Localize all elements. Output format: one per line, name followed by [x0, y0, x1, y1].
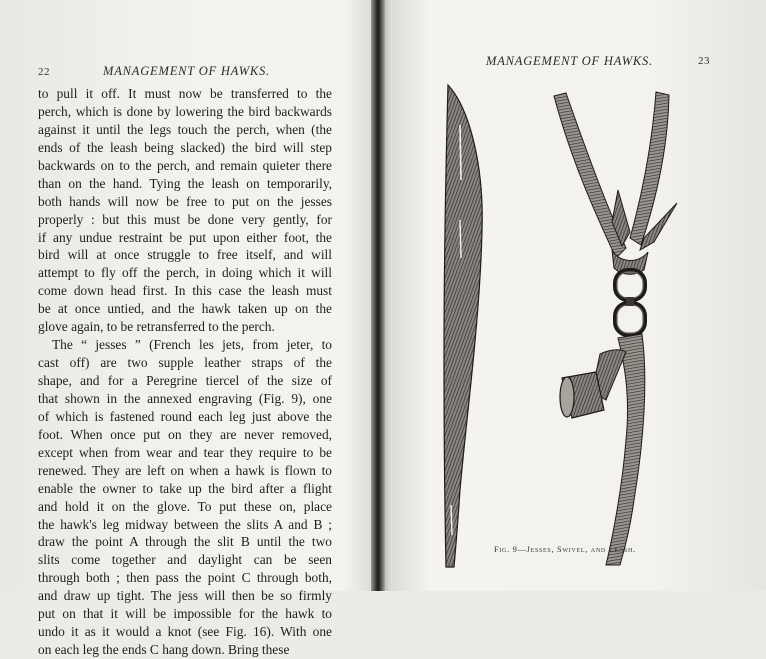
- text-line: properly : but this must be done very gently, for: [38, 211, 332, 227]
- text-line: on each leg the ends C hang down. Bring these: [38, 642, 290, 658]
- left-page: [0, 0, 370, 658]
- book-gutter: [371, 0, 385, 591]
- text-line: attempt to fly off the perch, in doing which it will: [38, 265, 332, 281]
- body-text: [38, 85, 332, 659]
- text-line: ends of the leash being slacked) the bird will step: [38, 139, 332, 155]
- text-line: enable the owner to take up the bird after a flight: [38, 480, 332, 496]
- text-line: glove again, to be retransferred to the perch.: [38, 319, 275, 335]
- text-line: of which is fastened round each leg just above the: [38, 408, 332, 424]
- text-line: draw the point A through the slit B until the two: [38, 534, 332, 550]
- jess-strap: [444, 85, 482, 567]
- swivel: [615, 270, 645, 335]
- jesses-swivel-leash-engraving: [386, 0, 766, 591]
- text-line: bird will at once struggle to free itself, and will: [38, 247, 332, 263]
- text-line: perch, which is done by lowering the bird backwards: [38, 103, 332, 119]
- text-line: undo it as it would a knot (see Fig. 16). With one: [38, 624, 332, 640]
- text-line: if any undue restraint be put upon either foot, the: [38, 229, 332, 245]
- text-line: shape, and for a Peregrine tiercel of the size of: [38, 373, 332, 388]
- text-line: and draw up tight. The jess will then be so firmly: [38, 588, 332, 604]
- text-line: renewed. They are left on when a hawk is flown to: [38, 462, 332, 478]
- text-line: foot. When once put on they are never removed,: [38, 426, 332, 442]
- text-line: and hold it on the glove. To put these on, place: [38, 498, 332, 514]
- text-line: to pull it off. It must now be transferred to the: [38, 86, 332, 101]
- leash: [560, 334, 645, 565]
- text-line: that shown in the annexed engraving (Fig. 9), one: [38, 390, 332, 406]
- text-line: both hands will now be free to put on the jesses: [38, 193, 332, 209]
- text-line: than on the hand. Tying the leash on temporarily,: [38, 175, 332, 191]
- text-line: cast off) are two supple leather straps of the: [38, 355, 332, 371]
- page-number-right: 23: [698, 55, 710, 67]
- page-number-left: 22: [38, 66, 50, 78]
- text-line: come down head first. In this case the leash must: [38, 283, 332, 299]
- text-line: be at once untied, and the hawk taken up on the: [38, 301, 332, 317]
- figure-caption: Fig. 9—Jesses, Swivel, and Leash.: [494, 545, 636, 554]
- text-line: through both ; then pass the point C through both,: [38, 570, 332, 586]
- text-line: put on that it will be impossible for the hawk to: [38, 606, 332, 622]
- right-page: [386, 0, 766, 591]
- text-line: The “ jesses ” (French les jets, from jeter, to: [52, 337, 332, 353]
- text-line: slits come together and daylight can be seen: [38, 552, 332, 568]
- jesses-upper-straps: [554, 92, 677, 274]
- text-line: the hawk's leg midway between the slits A and B ;: [38, 516, 332, 532]
- running-head-right: MANAGEMENT OF HAWKS.: [486, 54, 654, 68]
- text-line: against it until the legs touch the perch, when (the: [38, 121, 332, 137]
- text-line: except when from wear and tear they require to be: [38, 444, 332, 460]
- running-head-left: MANAGEMENT OF HAWKS.: [103, 64, 271, 78]
- text-line: backwards on to the perch, and remain quieter there: [38, 157, 332, 173]
